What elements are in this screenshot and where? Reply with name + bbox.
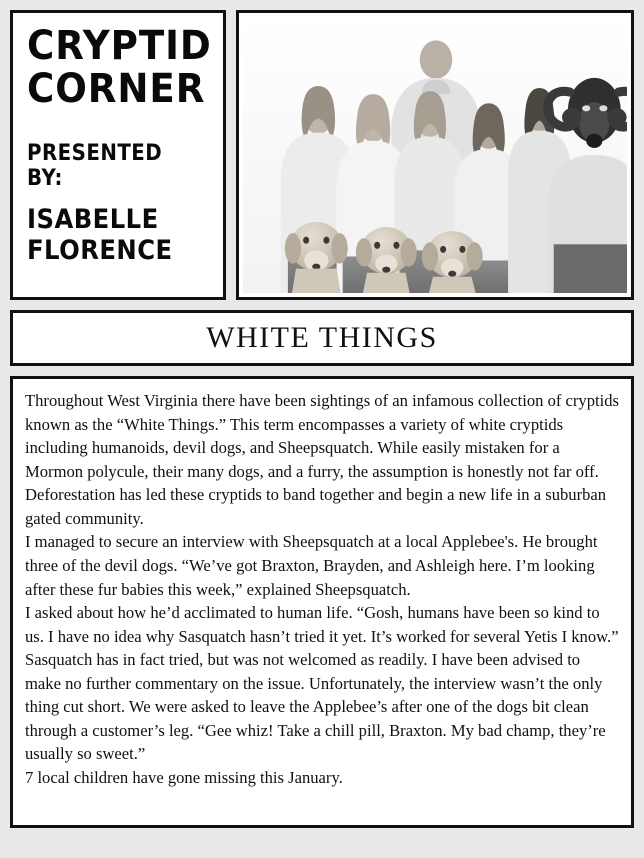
article-paragraph: Throughout West Virginia there have been sightings of an infamous collection of cryptids known as the “White Things.” This term encompasses a variety of white cryptids including humanoids, devil dogs, and Sheepsquatch. While easily mistaken for a Mormon polycule, their many dogs, and a furry, the assumption is honestly not far off. Deforestation has led these cryptids to band together and begin a new life in a suburban gated community. xyxy=(25,391,619,528)
author-last-name: FLORENCE xyxy=(27,234,173,266)
headline-box xyxy=(10,310,634,366)
masthead-title-line2: CORNER xyxy=(27,66,206,113)
author-first-name: ISABELLE xyxy=(27,204,159,236)
article-paragraph: 7 local children have gone missing this January. xyxy=(25,768,343,787)
article-body xyxy=(10,376,634,828)
white-things-group-photo xyxy=(243,17,627,293)
presented-by-label: PRESENTED BY: xyxy=(27,141,163,192)
top-row xyxy=(10,10,634,300)
article-paragraph: I managed to secure an interview with Sheepsquatch at a local Applebee's. He brought three of the devil dogs. “We’ve got Braxton, Brayden, and Ashleigh here. I’m looking after these fur babies this week,” explained Sheepsquatch. xyxy=(25,532,598,599)
masthead-title xyxy=(27,23,212,113)
article-paragraph: I asked about how he’d acclimated to human life. “Gosh, humans have been so kind to us. I have no idea why Sasquatch hasn’t tried it yet. It’s worked for several Yetis I know.” Sasquatch has in fact tried, but was not welcomed as readily. I have been advised to make no further commentary on the issue. Unfortunately, the interview wasn’t the only thing cut short. We were asked to leave the Applebee’s after one of the dogs bit clean through a customer’s leg. “Gee whiz! Take a chill pill, Braxton. My bad champ, they’re usually so sweet.” xyxy=(25,603,619,764)
masthead-panel xyxy=(10,10,226,300)
article-headline: WHITE THINGS xyxy=(206,321,438,354)
author-name xyxy=(27,205,194,265)
photo-frame xyxy=(236,10,634,300)
masthead-title-line1: CRYPTID xyxy=(27,23,212,69)
